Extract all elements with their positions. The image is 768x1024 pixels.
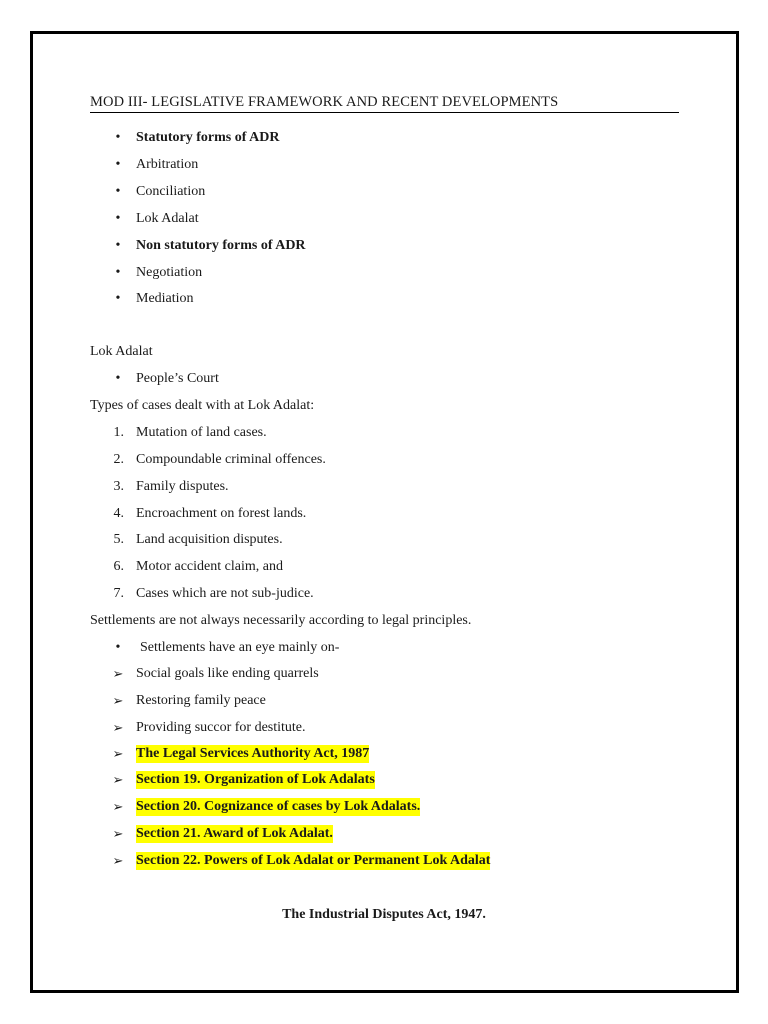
list-item-text: Restoring family peace: [136, 693, 266, 708]
bullet-icon: •: [115, 184, 121, 199]
bullet-icon: •: [115, 157, 121, 172]
arrow-bullet-icon: ➢: [112, 720, 124, 735]
highlighted-text: Section 19. Organization of Lok Adalats: [136, 772, 375, 787]
list-item-text: Statutory forms of ADR: [136, 130, 280, 145]
bullet-icon: •: [115, 238, 121, 253]
arrow-bullet-icon: ➢: [112, 826, 124, 841]
list-item-text: Settlements have an eye mainly on-: [140, 640, 340, 655]
list-item-text: Negotiation: [136, 265, 203, 280]
list-item-text: Compoundable criminal offences.: [136, 452, 326, 467]
list-item-text: Motor accident claim, and: [136, 559, 283, 574]
list-item-text: Social goals like ending quarrels: [136, 666, 319, 681]
list-number: 6.: [113, 559, 124, 574]
highlighted-text: The Legal Services Authority Act, 1987: [136, 746, 370, 761]
arrow-bullet-icon: ➢: [112, 772, 124, 787]
list-number: 2.: [113, 452, 124, 467]
list-item-text: Lok Adalat: [136, 211, 199, 226]
bullet-icon: •: [115, 640, 121, 655]
list-number: 4.: [113, 506, 124, 521]
cases-intro: Types of cases dealt with at Lok Adalat:: [90, 398, 315, 413]
list-item-text: Land acquisition disputes.: [136, 532, 283, 547]
bullet-icon: •: [115, 291, 121, 306]
list-number: 3.: [113, 479, 124, 494]
list-item-text: Encroachment on forest lands.: [136, 506, 307, 521]
title-underline: [90, 112, 679, 113]
arrow-bullet-icon: ➢: [112, 799, 124, 814]
list-item-text: Family disputes.: [136, 479, 229, 494]
list-item-text: Non statutory forms of ADR: [136, 238, 306, 253]
list-item-text: Providing succor for destitute.: [136, 720, 306, 735]
highlighted-text: Section 22. Powers of Lok Adalat or Permanent Lok Adalat: [136, 853, 491, 868]
list-number: 1.: [113, 425, 124, 440]
bullet-icon: •: [115, 371, 121, 386]
arrow-bullet-icon: ➢: [112, 693, 124, 708]
bullet-icon: •: [115, 130, 121, 145]
list-item-text: Mutation of land cases.: [136, 425, 267, 440]
industrial-disputes-act-heading: The Industrial Disputes Act, 1947.: [282, 907, 486, 922]
list-number: 7.: [113, 586, 124, 601]
lok-adalat-label: Lok Adalat: [90, 344, 153, 359]
list-item-text: Cases which are not sub-judice.: [136, 586, 314, 601]
arrow-bullet-icon: ➢: [112, 853, 124, 868]
highlighted-text: Section 21. Award of Lok Adalat.: [136, 826, 333, 841]
arrow-bullet-icon: ➢: [112, 666, 124, 681]
arrow-bullet-icon: ➢: [112, 746, 124, 761]
list-item-text: Conciliation: [136, 184, 206, 199]
page-title: MOD III- LEGISLATIVE FRAMEWORK AND RECENT DEVELOPMENTS: [90, 94, 559, 110]
list-item-text: People’s Court: [136, 371, 219, 386]
bullet-icon: •: [115, 211, 121, 226]
list-item-text: Arbitration: [136, 157, 199, 172]
bullet-icon: •: [115, 265, 121, 280]
list-item-text: Mediation: [136, 291, 194, 306]
highlighted-text: Section 20. Cognizance of cases by Lok Adalats.: [136, 799, 421, 814]
list-number: 5.: [113, 532, 124, 547]
settlements-note: Settlements are not always necessarily according to legal principles.: [90, 613, 472, 628]
